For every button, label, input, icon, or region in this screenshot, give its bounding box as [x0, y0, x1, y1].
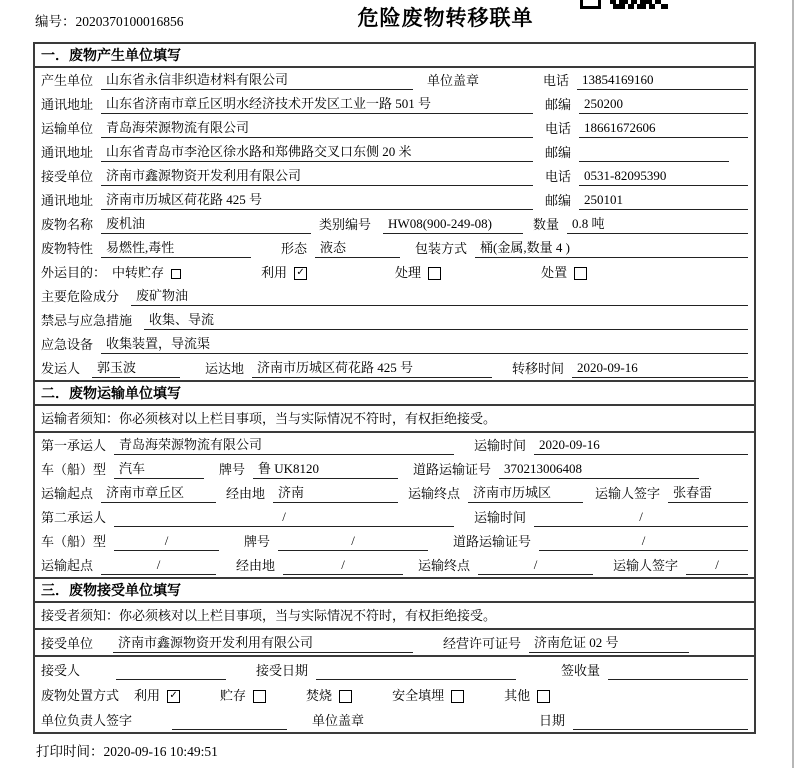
field-label: 运达地: [205, 361, 245, 376]
field-label: 电话: [545, 121, 572, 136]
form-row: [35, 481, 754, 505]
form-row: [35, 433, 754, 457]
checkbox-unchecked[interactable]: [253, 690, 266, 703]
field-label: 经由地: [226, 486, 266, 501]
field-value: 250101: [579, 191, 748, 210]
form-row: [35, 140, 754, 164]
field-value: 郭玉波: [92, 359, 180, 378]
form-row: [35, 553, 754, 577]
section-part: [35, 68, 754, 380]
field-label: 转移时间: [512, 361, 565, 376]
field-label: 运输起点: [41, 558, 94, 573]
field-label: 签收量: [561, 663, 601, 678]
checkbox-unchecked[interactable]: [574, 267, 587, 280]
field-value: [579, 161, 729, 162]
field-label: 接受人: [41, 663, 81, 678]
field-label: 应急设备: [41, 337, 94, 352]
field-label: 车（船）型: [41, 462, 107, 477]
checkbox-item: [134, 687, 180, 707]
field-value: 山东省青岛市李沧区徐水路和郑佛路交叉口东侧 20 米: [101, 143, 533, 162]
checkbox-label: 中转贮存: [112, 265, 165, 280]
checkbox-item: [220, 687, 266, 707]
form-row: [35, 92, 754, 116]
form-table: [33, 42, 756, 734]
field-label: 运输人签字: [613, 558, 679, 573]
field-value: 济南危证 02 号: [529, 634, 689, 653]
field-value: 废机油: [101, 215, 311, 234]
field-label: 废物处置方式: [41, 688, 120, 703]
field-label: 经营许可证号: [443, 636, 522, 651]
checkbox-item: [392, 687, 464, 707]
field-label: 单位盖章: [312, 713, 365, 728]
field-label: 邮编: [545, 97, 572, 112]
field-value: /: [114, 532, 219, 551]
field-value: /: [478, 556, 593, 575]
field-label: 运输时间: [474, 510, 527, 525]
field-value: /: [101, 556, 216, 575]
form-row: [35, 682, 754, 707]
form-row: [35, 116, 754, 140]
field-label: 牌号: [244, 534, 271, 549]
field-value: HW08(900-249-08): [383, 215, 523, 234]
field-value: 液态: [315, 239, 400, 258]
section-transporter: [35, 380, 754, 577]
checkbox-item: [395, 264, 441, 284]
field-label: 日期: [539, 713, 566, 728]
checkbox-unchecked[interactable]: [537, 690, 550, 703]
field-label: 包装方式: [415, 241, 468, 256]
section-part: [35, 655, 754, 732]
checkbox-unchecked[interactable]: [451, 690, 464, 703]
checkbox-label: 利用: [134, 688, 161, 703]
form-row: [35, 529, 754, 553]
field-label: 运输单位: [41, 121, 94, 136]
field-value: 0.8 吨: [567, 215, 748, 234]
checkbox-item: [261, 264, 307, 284]
checkbox-unchecked[interactable]: [339, 690, 352, 703]
field-value: 18661672606: [579, 119, 748, 138]
section-header: 二．废物运输单位填写: [35, 382, 754, 406]
field-value: 青岛海荣源物流有限公司: [114, 436, 454, 455]
field-label: 主要危险成分: [41, 289, 120, 304]
section-producer: [35, 44, 754, 380]
field-label: 单位负责人签字: [41, 713, 133, 728]
field-label: 运输时间: [474, 438, 527, 453]
form-row: [35, 164, 754, 188]
form-row: [35, 603, 754, 628]
field-value: 桶(金属,数量 4 ): [475, 239, 748, 258]
field-label: 外运目的：: [41, 265, 107, 280]
field-label: 产生单位: [41, 73, 94, 88]
field-value: [316, 679, 516, 680]
field-label: 单位盖章: [427, 73, 480, 88]
field-label: 废物特性: [41, 241, 94, 256]
print-time: 打印时间：2020-09-16 10:49:51: [36, 744, 218, 759]
checkbox-label: 安全填埋: [392, 688, 445, 703]
field-label: 电话: [543, 73, 570, 88]
field-value: /: [534, 508, 748, 527]
field-label: 经由地: [236, 558, 276, 573]
field-label: 通讯地址: [41, 145, 94, 160]
form-row: [35, 356, 754, 380]
serial-label: 编号：: [35, 14, 76, 29]
field-value: 山东省济南市章丘区明水经济技术开发区工业一路 501 号: [101, 95, 533, 114]
form-row: [35, 630, 754, 655]
field-label: 形态: [281, 241, 308, 256]
field-label: 车（船）型: [41, 534, 107, 549]
field-label: 类别编号: [319, 217, 372, 232]
field-label: 运输终点: [418, 558, 471, 573]
field-value: 济南市鑫源物资开发利用有限公司: [101, 167, 533, 186]
checkbox-checked[interactable]: ✓: [294, 267, 307, 280]
form-row: [35, 308, 754, 332]
checkbox-label: 其他: [504, 688, 531, 703]
field-label: 邮编: [545, 193, 572, 208]
field-label: 第二承运人: [41, 510, 107, 525]
field-label: 通讯地址: [41, 193, 94, 208]
form-row: [35, 236, 754, 260]
field-label: 电话: [545, 169, 572, 184]
section-part: [35, 628, 754, 655]
form-row: [35, 212, 754, 236]
field-label: 运输起点: [41, 486, 94, 501]
field-label: 通讯地址: [41, 97, 94, 112]
field-value: 青岛海荣源物流有限公司: [101, 119, 533, 138]
field-label: 禁忌与应急措施: [41, 313, 133, 328]
field-label: 发运人: [41, 361, 81, 376]
form-row: [35, 332, 754, 356]
field-value: [172, 729, 287, 730]
field-value: 0531-82095390: [579, 167, 748, 186]
checkbox-item: [306, 687, 352, 707]
field-value: 张春雷: [668, 484, 748, 503]
form-row: [35, 505, 754, 529]
field-value: 易燃性,毒性: [101, 239, 251, 258]
field-value: 济南: [273, 484, 398, 503]
section-header: 三．废物接受单位填写: [35, 579, 754, 603]
page-title: 危险废物转移联单: [357, 7, 534, 30]
checkbox-unchecked[interactable]: [171, 269, 181, 279]
field-label: 运输终点: [408, 486, 461, 501]
field-value: /: [686, 556, 748, 575]
field-value: /: [278, 532, 428, 551]
field-label: 邮编: [545, 145, 572, 160]
section-header: 一．废物产生单位填写: [35, 44, 754, 68]
checkbox-label: 处理: [395, 265, 422, 280]
checkbox-checked[interactable]: ✓: [167, 690, 180, 703]
field-label: 道路运输证号: [413, 462, 492, 477]
checkbox-unchecked[interactable]: [428, 267, 441, 280]
field-label: 废物名称: [41, 217, 94, 232]
form-row: [35, 260, 754, 284]
field-value: 济南市历城区荷花路 425 号: [101, 191, 533, 210]
field-label: 接受日期: [256, 663, 309, 678]
form-row: [35, 284, 754, 308]
notice-text: 运输者须知：你必须核对以上栏目事项，当与实际情况不符时，有权拒绝接受。: [41, 411, 497, 426]
form-row: [35, 457, 754, 481]
checkbox-label: 利用: [261, 265, 288, 280]
field-label: 接受单位: [41, 636, 94, 651]
section-part: [35, 431, 754, 577]
field-value: [608, 679, 748, 680]
field-label: 道路运输证号: [453, 534, 532, 549]
field-value: [116, 679, 226, 680]
field-label: 运输人签字: [595, 486, 661, 501]
field-label: 第一承运人: [41, 438, 107, 453]
field-value: 废矿物油: [131, 287, 748, 306]
notice-text: 接受者须知：你必须核对以上栏目事项，当与实际情况不符时，有权拒绝接受。: [41, 608, 497, 623]
field-value: 370213006408: [499, 460, 699, 479]
checkbox-label: 处置: [541, 265, 568, 280]
form-row: [35, 657, 754, 682]
field-value: 济南市历城区荷花路 425 号: [252, 359, 492, 378]
field-label: 牌号: [219, 462, 246, 477]
field-label: 数量: [533, 217, 560, 232]
field-value: [573, 729, 748, 730]
form-row: [35, 68, 754, 92]
field-value: 山东省永信非织造材料有限公司: [101, 71, 413, 90]
field-value: 鲁 UK8120: [253, 460, 398, 479]
serial-number: 2020370100016856: [75, 14, 184, 29]
field-value: 13854169160: [577, 71, 748, 90]
checkbox-label: 贮存: [220, 688, 247, 703]
checkbox-item: [112, 264, 181, 284]
field-value: 济南市鑫源物资开发利用有限公司: [113, 634, 413, 653]
checkbox-item: [541, 264, 587, 284]
form-row: [35, 707, 754, 732]
field-value: 2020-09-16: [572, 359, 748, 378]
field-value: 汽车: [114, 460, 204, 479]
section-part: [35, 603, 754, 628]
checkbox-label: 焚烧: [306, 688, 333, 703]
section-part: [35, 406, 754, 431]
field-value: 收集装置，导流渠: [101, 335, 748, 354]
section-receiver: [35, 577, 754, 732]
page-edge-line: [792, 0, 794, 768]
field-value: 济南市章丘区: [101, 484, 216, 503]
field-value: 250200: [579, 95, 748, 114]
field-value: 济南市历城区: [468, 484, 583, 503]
form-row: [35, 406, 754, 431]
field-value: /: [114, 508, 454, 527]
checkbox-item: [504, 687, 550, 707]
field-value: 2020-09-16: [534, 436, 748, 455]
field-value: 收集、导流: [144, 311, 748, 330]
field-value: /: [539, 532, 748, 551]
field-label: 接受单位: [41, 169, 94, 184]
field-value: /: [283, 556, 403, 575]
form-row: [35, 188, 754, 212]
